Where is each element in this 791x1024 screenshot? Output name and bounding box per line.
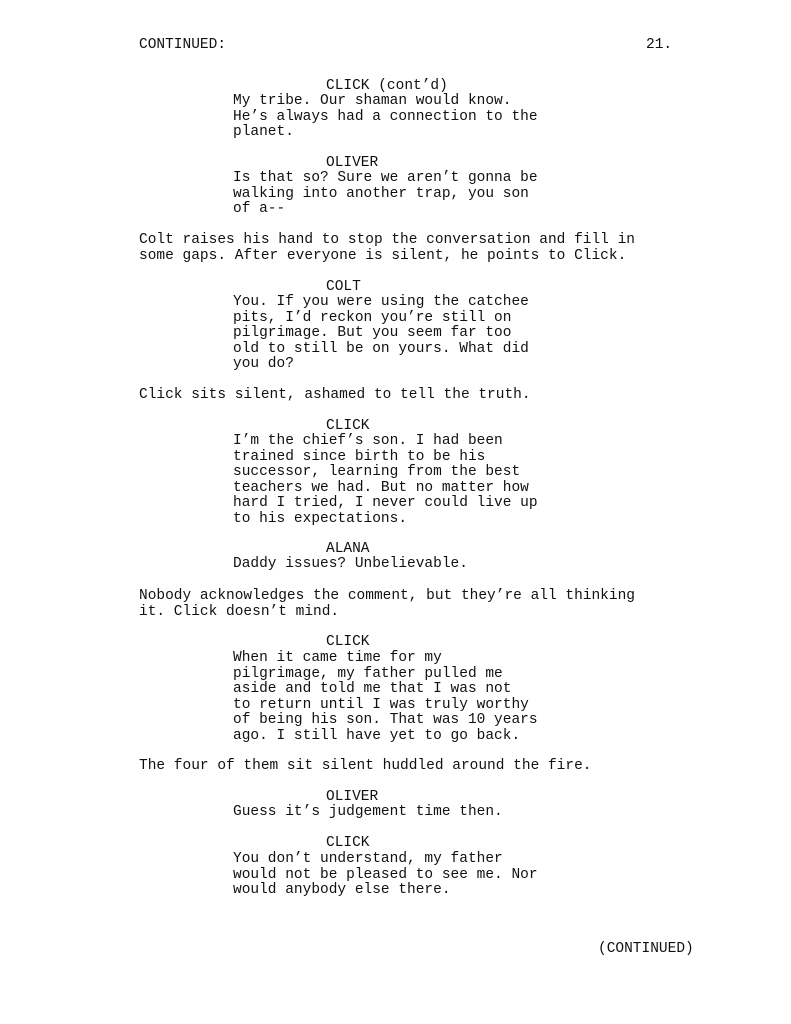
action-line: Click sits silent, ashamed to tell the truth. [139,387,531,403]
action-line: The four of them sit silent huddled around the fire. [139,758,592,774]
character-name: CLICK (cont’d) [326,78,448,94]
dialogue: You don’t understand, my father would not be pleased to see me. Nor would anybody else there. [233,851,538,898]
dialogue: Guess it’s judgement time then. [233,804,503,820]
character-name: COLT [326,279,361,295]
character-name: ALANA [326,541,370,557]
dialogue: I’m the chief’s son. I had been trained since birth to be his successor, learning from the best teachers we had. But no matter how hard I tried, I never could live up to his expectations. [233,433,538,527]
dialogue: Daddy issues? Unbelievable. [233,556,468,572]
dialogue: Is that so? Sure we aren’t gonna be walking into another trap, you son of a-- [233,170,538,217]
continued-footer: (CONTINUED) [598,941,694,957]
dialogue: When it came time for my pilgrimage, my father pulled me aside and told me that I was not to return until I was truly worthy of being his son. That was 10 years ago. I still have yet to go back. [233,650,538,744]
action-line: Nobody acknowledges the comment, but they’re all thinking it. Click doesn’t mind. [139,588,635,620]
character-name: OLIVER [326,789,379,805]
page-number: 21. [646,37,673,53]
dialogue: You. If you were using the catchee pits, I’d reckon you’re still on pilgrimage. But you seem far too old to still be on yours. What did you do? [233,294,529,372]
character-name: CLICK [326,634,370,650]
continued-header: CONTINUED: [139,37,227,53]
character-name: CLICK [326,835,370,851]
dialogue: My tribe. Our shaman would know. He’s always had a connection to the planet. [233,93,538,140]
action-line: Colt raises his hand to stop the conversation and fill in some gaps. After everyone is silent, he points to Click. [139,232,635,264]
character-name: CLICK [326,418,370,434]
character-name: OLIVER [326,155,379,171]
